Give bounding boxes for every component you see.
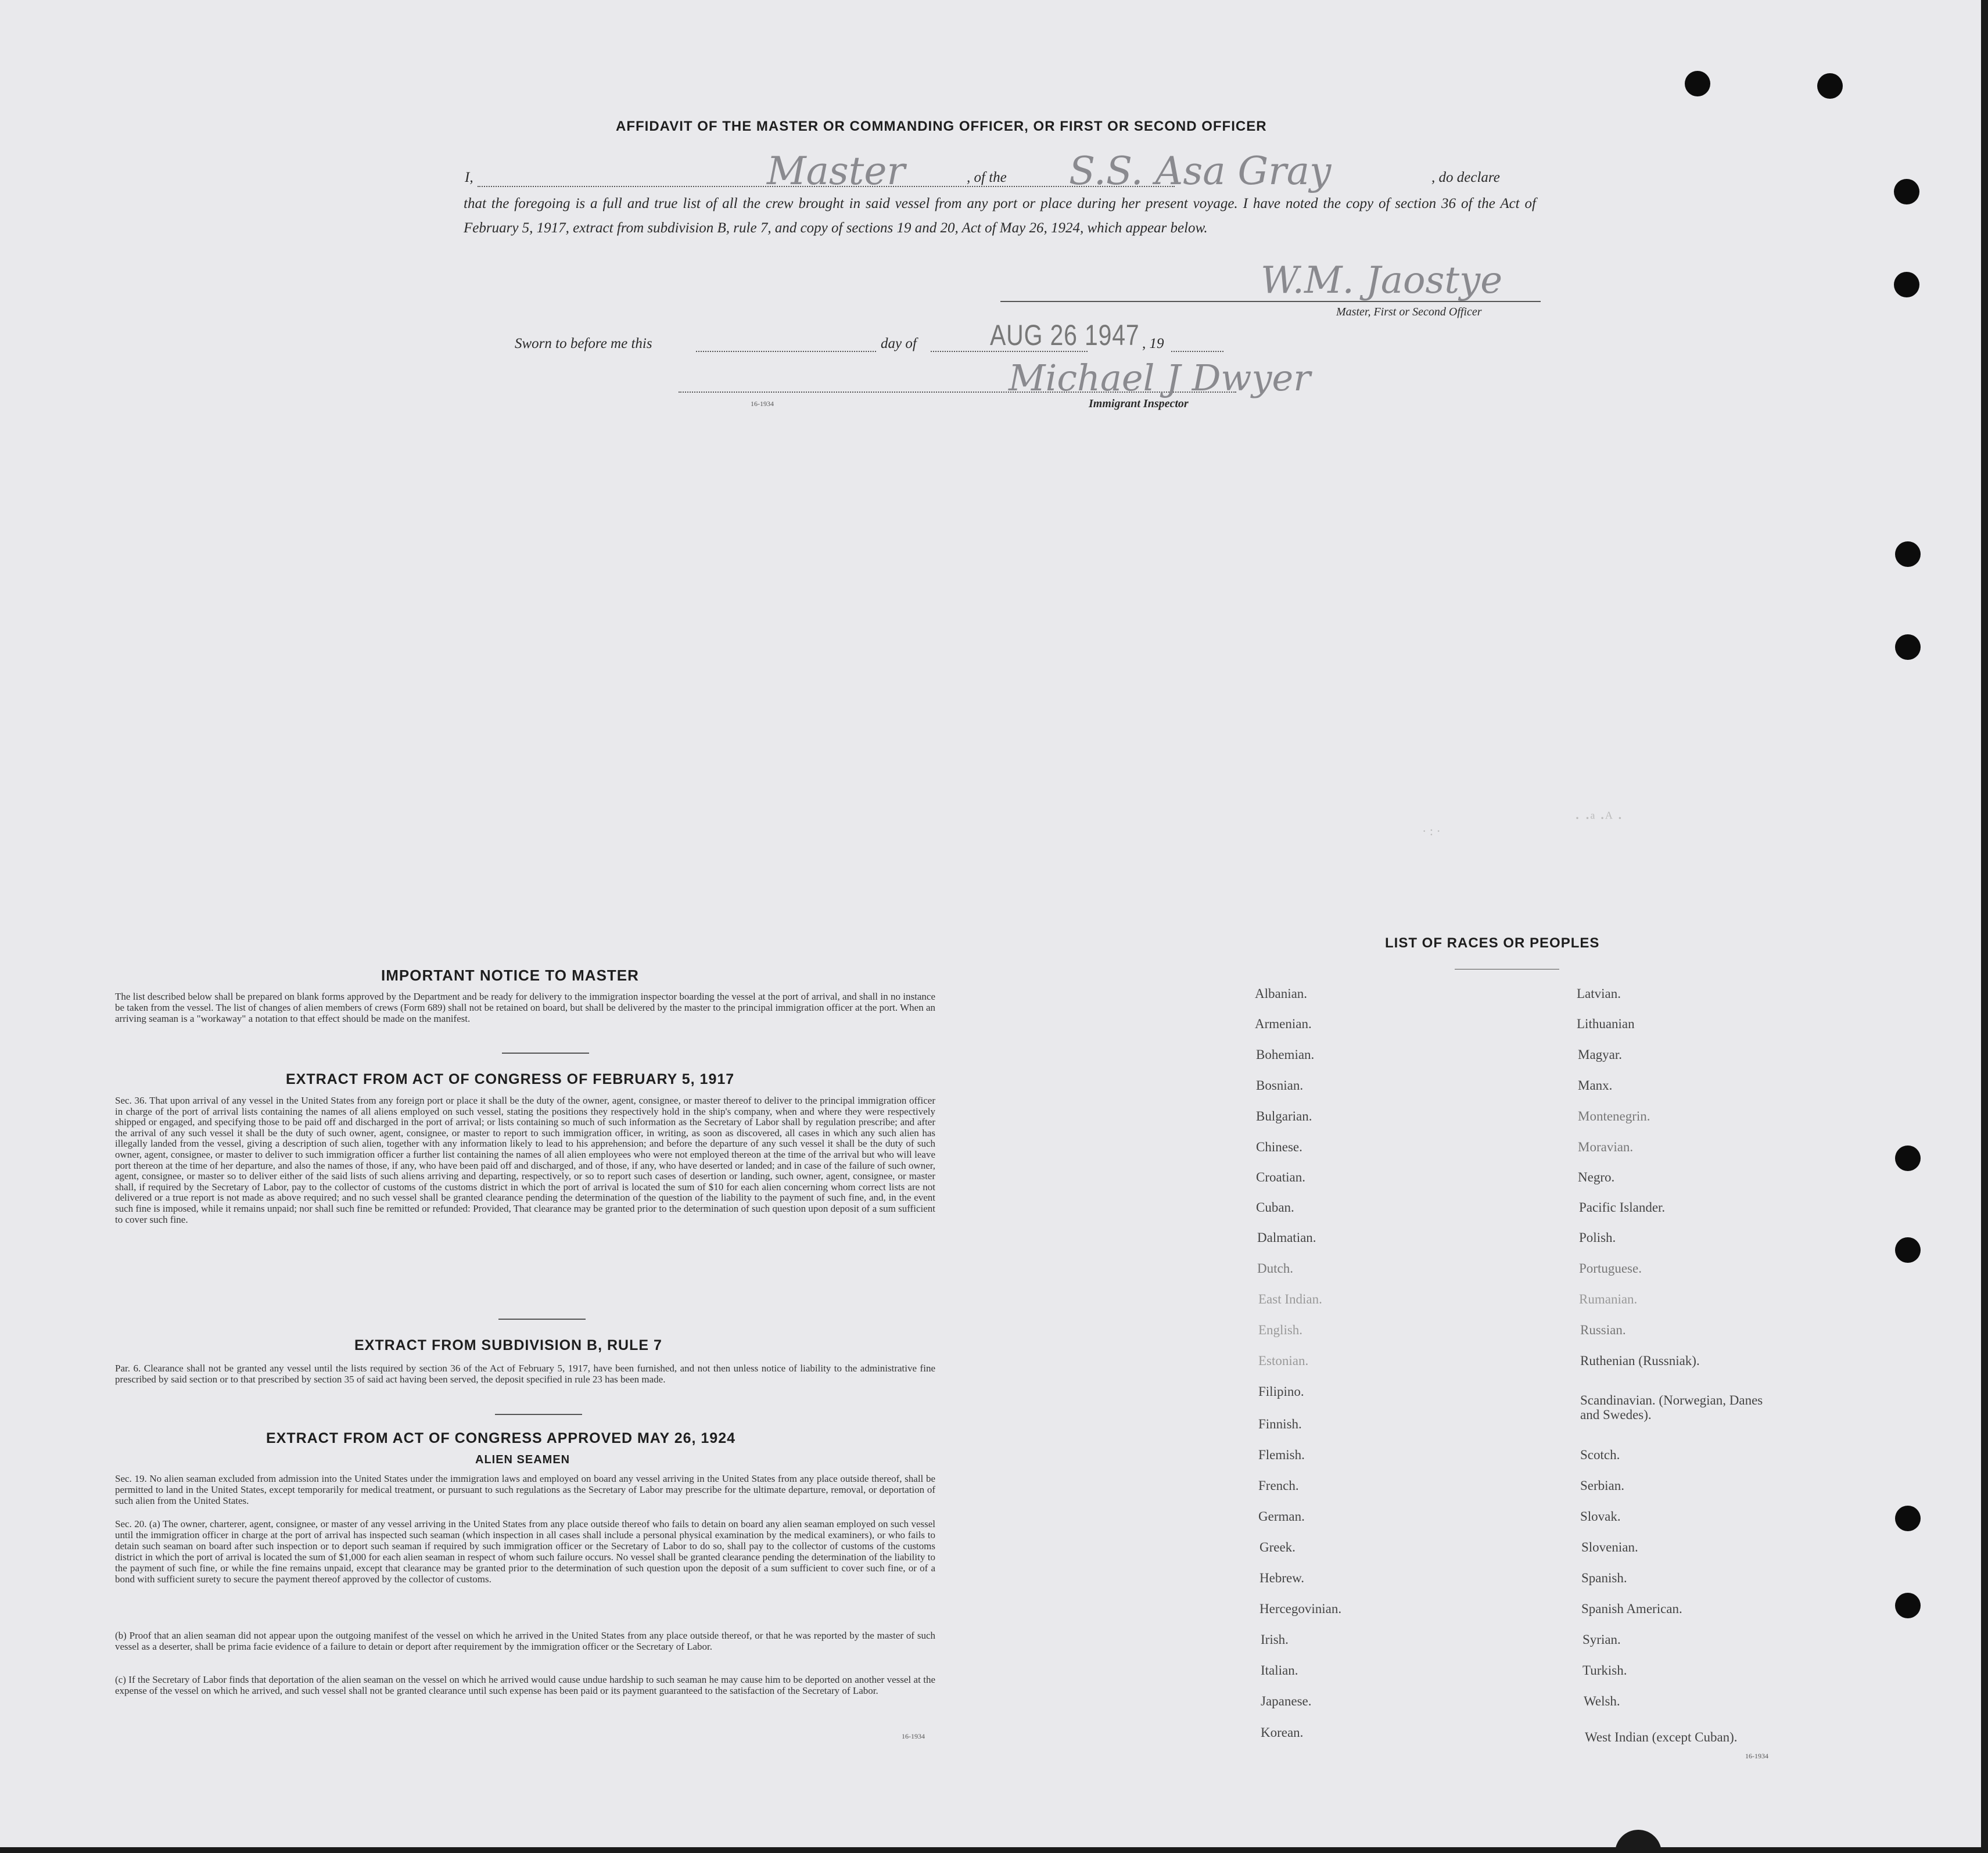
race-item: French. <box>1258 1478 1299 1493</box>
race-item: English. <box>1258 1323 1303 1337</box>
master-signature-caption: Master, First or Second Officer <box>1336 306 1482 318</box>
race-item: Rumanian. <box>1579 1292 1638 1306</box>
extract-1924-title: EXTRACT FROM ACT OF CONGRESS APPROVED MAY 26, 1924 <box>266 1430 736 1446</box>
race-item: Dutch. <box>1257 1261 1293 1276</box>
punch-hole <box>1895 541 1921 567</box>
punch-hole <box>1894 272 1919 297</box>
race-item: Greek. <box>1259 1540 1296 1554</box>
extract-1917-title: EXTRACT FROM ACT OF CONGRESS OF FEBRUARY 5, 1917 <box>286 1071 735 1087</box>
date-stamp: AUG 26 1947 <box>990 319 1140 351</box>
divider <box>495 1414 582 1415</box>
form-number-top: 16-1934 <box>751 400 774 408</box>
handwritten-rank: Master <box>767 149 905 193</box>
punch-hole <box>1817 73 1843 99</box>
extract-1924-sec20c: (c) If the Secretary of Labor finds that deportation of the alien seaman on the vessel on which he arrived would cause undue hardship to such seaman he may cause him to be deported on another vessel at the expense of the vessel on which he arrived, and such vessel shall not be granted clearance until such expense has been paid or its payment guaranteed to the satisfaction of the Secretary of Labor. <box>115 1674 935 1696</box>
faint-mark: · : · <box>1422 824 1441 838</box>
extract-1924-sec19: Sec. 19. No alien seaman excluded from admission into the United States under the immigration laws and employed on board any vessel arriving in the United States from any place outside thereof, shall be permitted to land in the United States, except temporarily for medical treatment, or pursuant to such regulations as the Secretary of Labor may prescribe for the ultimate departure, removal, or deportation of such alien from the United States. <box>115 1473 935 1506</box>
race-item: Pacific Islander. <box>1579 1200 1666 1215</box>
alien-seamen-subtitle: ALIEN SEAMEN <box>475 1453 570 1466</box>
race-item: Spanish American. <box>1581 1601 1682 1616</box>
punch-hole <box>1895 1145 1921 1171</box>
race-item: Slovenian. <box>1581 1540 1638 1554</box>
race-item: Korean. <box>1261 1725 1304 1740</box>
of-the-label: , of the <box>964 170 1009 186</box>
races-title: LIST OF RACES OR PEOPLES <box>1385 935 1600 951</box>
extract-1917-text: Sec. 36. That upon arrival of any vessel in the United States from any foreign port or place it shall be the duty of the owner, agent, consignee, or master thereof to deliver to the principal immigration officer in charge of the port of arrival lists containing the names of all aliens employed on such vessel, stating the positions they respectively hold in the ship's company, when and where they were respectively shipped or engaged, and specifying those to be paid off and discharged in the port of arrival; or lists containing so much of such information as the Secretary of Labor shall by regulation prescribe; and after the arrival of any such vessel it shall be the duty of such owner, agent, consignee, or master to report to such immigration officer, in writing, as soon as discovered, all cases in which any such alien has illegally landed from the vessel, giving a description of such alien, together with any information likely to lead to his apprehension; and before the departure of any such vessel it shall be the duty of such owner, agent, consignee, or master to deliver to such immigration officer a further list containing the names of all alien employees who were not employed thereon at the time of the arrival but who will leave port thereon at the time of her departure, and also the names of those, if any, who have been paid off and discharged, and of those, if any, who have deserted or landed; and in case of the failure of such owner, agent, consignee, or master so to deliver either of the said lists of such aliens arriving and departing, respectively, or so to report such cases of desertion or landing, such owner, agent, consignee, or master shall, if required by the Secretary of Labor, pay to the collector of customs of the customs district in which the port of arrival is located the sum of $10 for each alien concerning whom correct lists are not delivered or a true report is not made as above required; and no such vessel shall be granted clearance pending the determination of the question of the liability to the payment of such fine, and, in the event such fine is imposed, while it remains unpaid; nor shall such fine be remitted or refunded: Provided, That clearance may be granted prior to the determination of such question upon deposit of a sum sufficient to cover such fine. <box>115 1095 935 1225</box>
extract-1924-sec20a: Sec. 20. (a) The owner, charterer, agent, consignee, or master of any vessel arriving in the United States from any place outside thereof who fails to detain on board any alien seaman employed on such vessel until the immigration officer in charge at the port of arrival has inspected such seaman (which inspection in all cases shall include a personal physical examination by the medical examiners), or who fails to detain such seaman on board after such inspection or to deport such seaman if required by such immigration officer or the Secretary of Labor to do so, shall pay to the collector of customs of the customs district in which the port of arrival is located the sum of $1,000 for each alien seaman in respect of whom such failure occurs. No vessel shall be granted clearance pending the determination of the liability to the payment of such fine, or while the fine remains unpaid, except that clearance may be granted prior to the determination of such question upon the deposit of a sum sufficient to cover such fine, or of a bond with sufficient surety to secure the payment thereof approved by the collector of customs. <box>115 1518 935 1585</box>
form-number-left: 16-1934 <box>902 1732 925 1740</box>
race-item: Manx. <box>1578 1078 1613 1093</box>
handwritten-vessel: S.S. Asa Gray <box>1069 149 1332 193</box>
sworn-line <box>515 319 1223 360</box>
affidavit-body: that the foregoing is a full and true list of all the crew brought in said vessel from any port or place during her present voyage. I have noted the copy of section 36 of the Act of February 5, 1917, extract from subdivision B, rule 7, and copy of sections 19 and 20, Act of May 26, 1924, which appear below. <box>464 196 1536 236</box>
page-notch <box>1615 1830 1662 1853</box>
race-item: Russian. <box>1580 1323 1626 1337</box>
race-item: Latvian. <box>1577 986 1621 1001</box>
faint-mark: · ·ᵃ ·ᴬ · <box>1574 809 1623 828</box>
master-signature: W.M. Jaostye <box>1261 259 1503 302</box>
race-item: Hercegovinian. <box>1259 1601 1342 1616</box>
race-item: Chinese. <box>1256 1140 1302 1154</box>
day-of-label: day of <box>881 336 917 351</box>
race-item: Polish. <box>1579 1230 1616 1245</box>
race-item: Irish. <box>1261 1632 1289 1647</box>
divider <box>502 1053 589 1054</box>
notice-title: IMPORTANT NOTICE TO MASTER <box>381 967 639 984</box>
race-item: German. <box>1258 1509 1305 1524</box>
punch-hole <box>1895 634 1921 660</box>
race-item: East Indian. <box>1258 1292 1322 1306</box>
affidavit-heading: AFFIDAVIT OF THE MASTER OR COMMANDING OFFICER, OR FIRST OR SECOND OFFICER <box>616 118 1267 134</box>
do-declare-label: , do declare <box>1429 170 1500 186</box>
punch-hole <box>1895 1506 1921 1531</box>
race-item: Italian. <box>1261 1663 1298 1678</box>
race-item: Flemish. <box>1258 1448 1305 1462</box>
race-item: Filipino. <box>1258 1384 1304 1399</box>
race-item: Scotch. <box>1580 1448 1620 1462</box>
divider <box>498 1319 586 1320</box>
day-blank <box>696 351 876 352</box>
race-item: Serbian. <box>1580 1478 1625 1493</box>
notice-text: The list described below shall be prepared on blank forms approved by the Department and be ready for delivery to the immigration inspector boarding the vessel at the port of arrival, and shall in no instance be taken from the vessel. The list of changes of alien members of crews (Form 689) shall not be retained on board, but shall be delivered by the master to the principal immigration officer at the port. When an arriving seaman is a "workaway" a notation to that effect should be made on the manifest. <box>115 991 935 1024</box>
race-item: Portuguese. <box>1579 1261 1642 1276</box>
race-item: West Indian (except Cuban). <box>1585 1730 1738 1744</box>
extract-rule7-text: Par. 6. Clearance shall not be granted any vessel until the lists required by section 36 of the Act of February 5, 1917, have been furnished, and not then unless notice of liability to the administrative fine prescribed by said section or to that prescribed by section 35 of said act having been served, the deposit specified in rule 23 has been made. <box>115 1363 935 1385</box>
punch-hole <box>1685 71 1710 96</box>
race-item: Armenian. <box>1255 1017 1312 1031</box>
race-item: Negro. <box>1578 1170 1615 1184</box>
race-item: Hebrew. <box>1259 1571 1305 1585</box>
race-item: Dalmatian. <box>1257 1230 1316 1245</box>
race-item: Welsh. <box>1584 1694 1620 1708</box>
year-prefix: , 19 <box>1142 336 1164 351</box>
race-item: Cuban. <box>1256 1200 1294 1215</box>
race-item: Turkish. <box>1582 1663 1627 1678</box>
race-item: Scandinavian. (Norwegian, Danes and Swedes). <box>1580 1393 1763 1422</box>
i-label: I, <box>465 170 473 185</box>
race-item: Syrian. <box>1582 1632 1621 1647</box>
race-item: Bohemian. <box>1256 1047 1315 1062</box>
race-item: Magyar. <box>1578 1047 1623 1062</box>
punch-hole <box>1895 1237 1921 1263</box>
race-item: Croatian. <box>1256 1170 1305 1184</box>
punch-hole <box>1894 179 1919 204</box>
inspector-caption: Immigrant Inspector <box>1089 397 1189 410</box>
extract-1924-sec20b: (b) Proof that an alien seaman did not appear upon the outgoing manifest of the vessel on which he arrived in the United States from any place outside thereof, or that he was reported by the master of such vessel as a deserter, shall be prima facie evidence of a failure to detain or deport after requirement by the immigration officer or the Secretary of Labor. <box>115 1630 935 1652</box>
race-item: Slovak. <box>1580 1509 1621 1524</box>
extract-rule7-title: EXTRACT FROM SUBDIVISION B, RULE 7 <box>354 1337 662 1353</box>
sworn-label: Sworn to before me this <box>515 336 652 351</box>
race-item: Japanese. <box>1261 1694 1312 1708</box>
race-item: Montenegrin. <box>1578 1109 1650 1123</box>
race-item: Spanish. <box>1581 1571 1627 1585</box>
inspector-signature: Michael J Dwyer <box>1009 357 1311 399</box>
race-item: Moravian. <box>1578 1140 1634 1154</box>
race-item: Finnish. <box>1258 1417 1302 1431</box>
form-number-right: 16-1934 <box>1745 1752 1768 1760</box>
race-item: Ruthenian (Russniak). <box>1580 1353 1700 1368</box>
race-item: Bulgarian. <box>1256 1109 1312 1123</box>
race-item: Lithuanian <box>1577 1017 1635 1031</box>
year-blank <box>1171 351 1223 352</box>
race-item: Bosnian. <box>1256 1078 1304 1093</box>
race-item: Estonian. <box>1258 1353 1309 1368</box>
race-item: Albanian. <box>1255 986 1308 1001</box>
punch-hole <box>1895 1593 1921 1618</box>
